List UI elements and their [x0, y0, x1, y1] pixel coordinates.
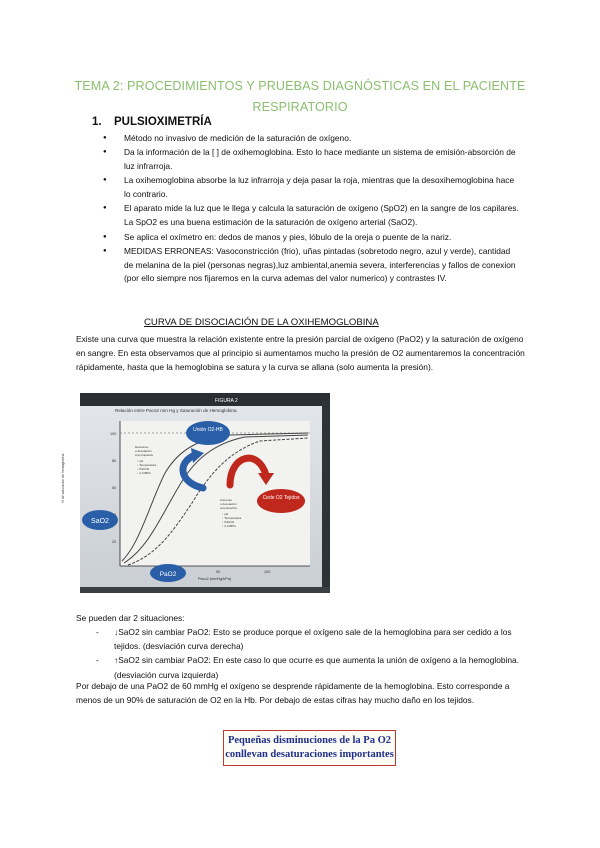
x-tick-label: 50 [216, 570, 221, 574]
cede-o2-tejidos-label: Cede O2 Tejidos [262, 495, 300, 501]
y-tick-label: 100 [110, 432, 117, 436]
figure-right-edge [322, 401, 330, 593]
y-tick-label: 80 [112, 459, 117, 463]
situations-list [96, 625, 526, 682]
section-number: 1. [92, 116, 102, 128]
left-note: Descenso [135, 445, 149, 449]
banner-line: conllevan desaturaciones importantes [225, 749, 394, 760]
right-note: o desviación [220, 502, 237, 506]
list-item: ● Da la información de la [ ] de oxihemoglobina. Esto lo hace mediante un sistema de emisión-absorción de luz infrarroja. [100, 146, 520, 174]
section-heading-pulsioximetria [92, 116, 212, 128]
figure-header-bar [80, 393, 330, 406]
right-note: Aumento [220, 498, 233, 502]
curve-heading: CURVA DE DISOCIACIÓN DE LA OXIHEMOGLOBINA [144, 317, 379, 328]
x-axis-label: Paco2 (mmHg/kPa) [198, 577, 232, 581]
pao2-label: PaO2 [159, 571, 177, 578]
list-item: ● El aparato mide la luz que le llega y calcula la saturación de oxígeno (SpO2) en la sangre de los capilares. La SpO2 es una buena estimación de la saturación de oxígeno arterial (SaO2). [100, 202, 520, 230]
left-note: ↓ 2,3-BPG [137, 471, 151, 475]
x-tick-label: 100 [264, 570, 271, 574]
list-item: - ↓SaO2 sin cambiar PaO2: Esto se produce porque el oxígeno sale de la hemoglobina para ser cedido a los tejidos. (desviación curva derecha) [96, 625, 526, 653]
union-o2-hb-label: Unión O2-HB [193, 427, 223, 433]
left-note: ↓ Temperatura [137, 463, 157, 467]
left-note: o desviación [135, 449, 152, 453]
closing-paragraph: Por debajo de una PaO2 de 60 mmHg el oxígeno se desprende rápidamente de la hemoglobina. Esto corresponde a menos de un 90% de saturación de O2 en la Hb. Por debajo de estas cifras hay mucho daño en los tejidos. [76, 681, 510, 706]
situations-intro: Se pueden dar 2 situaciones: [76, 613, 185, 623]
left-note: ↑ pH [137, 459, 144, 463]
y-axis-label: % de saturación de hemoglobina [61, 453, 65, 503]
page-title: TEMA 2: PROCEDIMIENTOS Y PRUEBAS DIAGNÓSTICAS EN EL PACIENTE RESPIRATORIO [74, 79, 526, 114]
left-note: a la izquierda [135, 453, 153, 457]
figure-header-label: FIGURA 2 [215, 398, 238, 404]
list-item: ● Método no invasivo de medición de la saturación de oxígeno. [100, 132, 520, 146]
list-item: ● La oxihemoglobina absorbe la luz infrarroja y deja pasar la roja, mientras que la desoxihemoglobina hace lo contrario. [100, 174, 520, 202]
curve-intro-paragraph: Existe una curva que muestra la relación existente entre la presión parcial de oxígeno (PaO2) y la saturación de oxígeno en sangre. En esta observamos que al principio si aumentamos mucho la presión de O2 aumentaremos la concentración rápidamente, hasta que la hemoglobina se satura y la curva se allana (solo aumenta la presión). [76, 334, 525, 373]
figure-svg [61, 393, 330, 593]
list-item: - ↑SaO2 sin cambiar PaO2: En este caso lo que ocurre es que aumenta la unión de oxígeno a la hemoglobina.(desviación curva izquierda) [96, 653, 526, 681]
list-item: ● Se aplica el oxímetro en: dedos de manos y pies, lóbulo de la oreja o puente de la nariz. [100, 231, 520, 245]
left-note: ↓ PaCO2 [137, 467, 150, 471]
y-tick-label: 60 [112, 486, 117, 490]
union-o2-hb-bubble [186, 421, 230, 445]
figure-caption: Relación entre Paco2 mm Hg y Saturación de Hemoglobina [115, 408, 237, 413]
right-note: a la derecha [220, 506, 237, 510]
highlight-banner [223, 730, 396, 766]
oxyhemoglobin-curve-figure [61, 393, 330, 593]
banner-line: Pequeñas disminuciones de la Pa O2 [227, 735, 392, 746]
right-note: ↑ 2,3-BPG [222, 524, 236, 528]
sao2-label: SaO2 [91, 518, 109, 525]
section-heading-text: PULSIOXIMETRÍA [114, 116, 212, 128]
list-item: ● MEDIDAS ERRONEAS: Vasoconstricción (frio), uñas pintadas (sobretodo negro, azul y verde), cantidad de melanina de la piel (personas negras),luz ambiental,anemia severa, interferencias y fallos de conexion (por ello siempre nos fijaremos en la curva ademas del valor numerico) y contrastes IV. [100, 245, 520, 286]
pulsioximetria-list [100, 132, 520, 287]
right-note: ↑ Temperatura [222, 516, 242, 520]
right-note: ↓ pH [222, 512, 229, 516]
cede-o2-tejidos-bubble [257, 489, 305, 513]
right-note: ↑ PaCO2 [222, 520, 235, 524]
figure-bottom-edge [80, 587, 330, 593]
y-tick-label: 20 [112, 540, 117, 544]
